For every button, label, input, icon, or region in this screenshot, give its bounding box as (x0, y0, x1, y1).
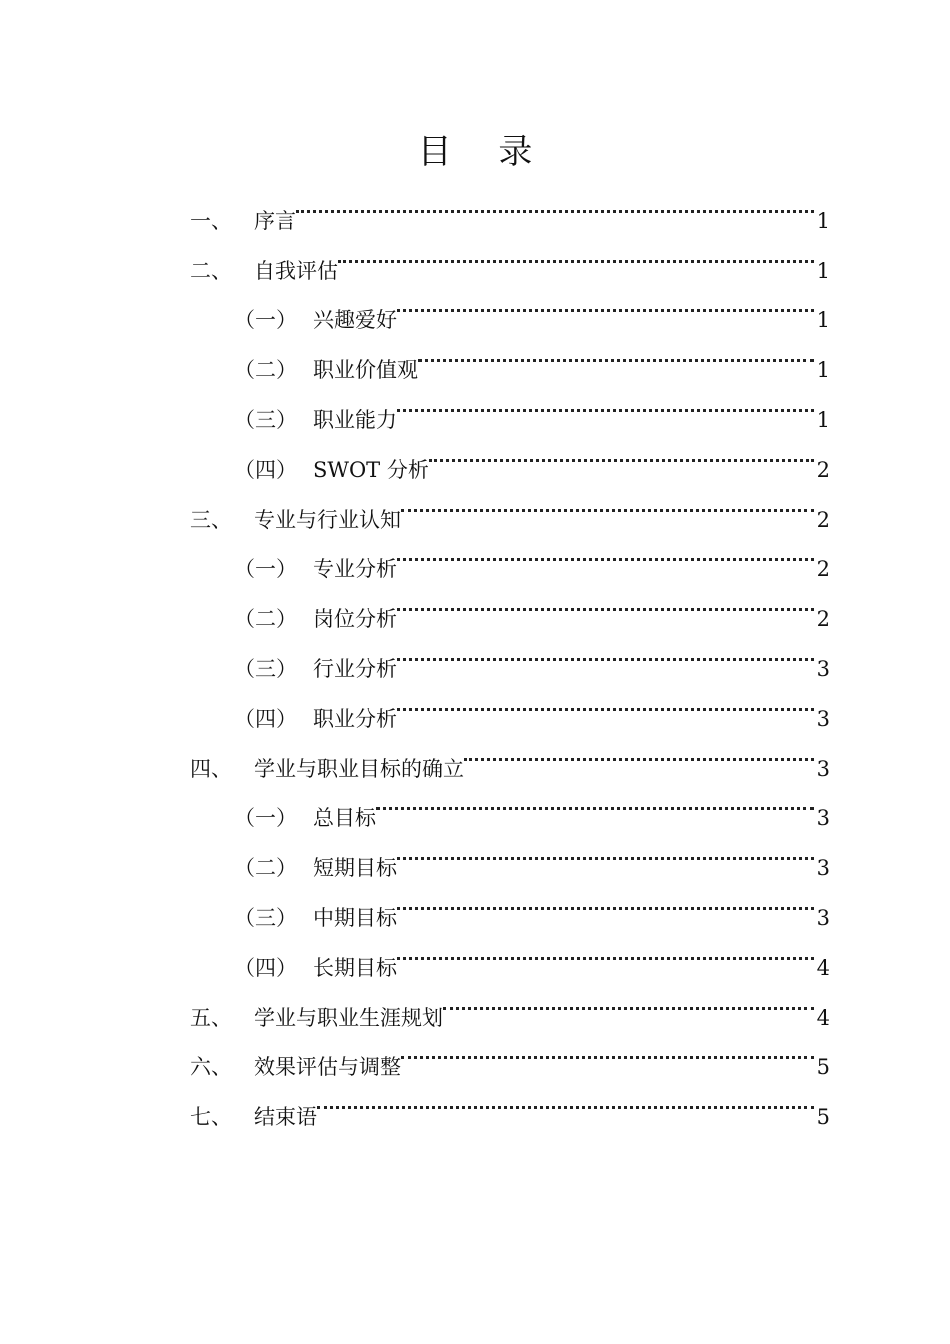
toc-dot-leader (397, 527, 814, 577)
toc-entry-title: 学业与职业生涯规划 (254, 1005, 443, 1030)
toc-entry-number: （二） (234, 607, 297, 632)
toc-page-number: 1 (816, 308, 830, 333)
toc-dot-leader (397, 377, 814, 427)
toc-page-number: 2 (816, 457, 830, 482)
toc-entry-number: （四） (234, 955, 297, 980)
toc-entry-title: 短期目标 (313, 856, 397, 881)
toc-entry-title: 中期目标 (313, 905, 397, 930)
toc-entry[interactable] (190, 178, 830, 233)
toc-entry-title: 结束语 (254, 1105, 317, 1130)
toc-dot-leader (397, 676, 814, 726)
toc-page-number: 1 (816, 358, 830, 383)
toc-dot-leader (296, 178, 814, 228)
toc-entry-number: 六、 (190, 1055, 232, 1080)
toc-entry-title: 职业分析 (313, 706, 397, 731)
toc-dot-leader (397, 825, 814, 875)
toc-page-number: 2 (816, 607, 830, 632)
toc-entry-number: （一） (234, 308, 297, 333)
toc-dot-leader (429, 427, 814, 477)
toc-dot-leader (397, 626, 814, 676)
toc-entry-number: （三） (234, 407, 297, 432)
toc-dot-leader (464, 726, 814, 776)
toc-entry-title: 总目标 (313, 806, 376, 831)
toc-entry-number: （二） (234, 358, 297, 383)
toc-entry-title: SWOT 分析 (313, 457, 429, 482)
toc-list (190, 178, 830, 1130)
toc-dot-leader (338, 228, 814, 278)
toc-title: 目 录 (417, 132, 551, 172)
toc-entry-title: 长期目标 (313, 955, 397, 980)
toc-entry-number: （四） (234, 457, 297, 482)
toc-entry-number: （一） (234, 557, 297, 582)
toc-page-number: 2 (816, 557, 830, 582)
toc-entry-title: 自我评估 (254, 258, 338, 283)
toc-entry-number: （三） (234, 656, 297, 681)
toc-page-number: 5 (816, 1105, 830, 1130)
toc-entry-number: 二、 (190, 258, 232, 283)
toc-entry-number: （一） (234, 806, 297, 831)
toc-page-number: 3 (816, 905, 830, 930)
toc-entry-title: 职业能力 (313, 407, 397, 432)
toc-entry-title: 专业与行业认知 (254, 507, 401, 532)
toc-page-number: 3 (816, 806, 830, 831)
toc-entry-title: 兴趣爱好 (313, 308, 397, 333)
toc-dot-leader (397, 875, 814, 925)
toc-page-number: 1 (816, 208, 830, 233)
toc-page-number: 5 (816, 1055, 830, 1080)
toc-entry-number: 一、 (190, 208, 232, 233)
toc-entry-number: （三） (234, 905, 297, 930)
toc-dot-leader (418, 327, 814, 377)
toc-entry-number: 三、 (190, 507, 232, 532)
toc-page-number: 3 (816, 856, 830, 881)
toc-dot-leader (401, 1025, 814, 1075)
toc-dot-leader (397, 925, 814, 975)
toc-page-number: 3 (816, 756, 830, 781)
toc-page-number: 2 (816, 507, 830, 532)
toc-page-number: 1 (816, 258, 830, 283)
toc-page-number: 4 (816, 1005, 830, 1030)
toc-entry-number: 五、 (190, 1005, 232, 1030)
toc-entry-title: 序言 (254, 208, 296, 233)
toc-entry-number: 七、 (190, 1105, 232, 1130)
toc-dot-leader (443, 975, 814, 1025)
toc-entry-title: 专业分析 (313, 557, 397, 582)
toc-page-number: 4 (816, 955, 830, 980)
toc-entry-title: 岗位分析 (313, 607, 397, 632)
toc-page-number: 1 (816, 407, 830, 432)
toc-dot-leader (317, 1074, 814, 1124)
toc-dot-leader (376, 776, 814, 826)
toc-dot-leader (401, 477, 814, 527)
toc-entry-title: 学业与职业目标的确立 (254, 756, 464, 781)
toc-dot-leader (397, 278, 814, 328)
toc-entry-title: 职业价值观 (313, 358, 418, 383)
toc-page-number: 3 (816, 656, 830, 681)
toc-entry-title: 行业分析 (313, 656, 397, 681)
toc-entry-number: （二） (234, 856, 297, 881)
toc-entry-number: （四） (234, 706, 297, 731)
toc-dot-leader (397, 576, 814, 626)
toc-entry-number: 四、 (190, 756, 232, 781)
toc-entry-title: 效果评估与调整 (254, 1055, 401, 1080)
toc-page-number: 3 (816, 706, 830, 731)
